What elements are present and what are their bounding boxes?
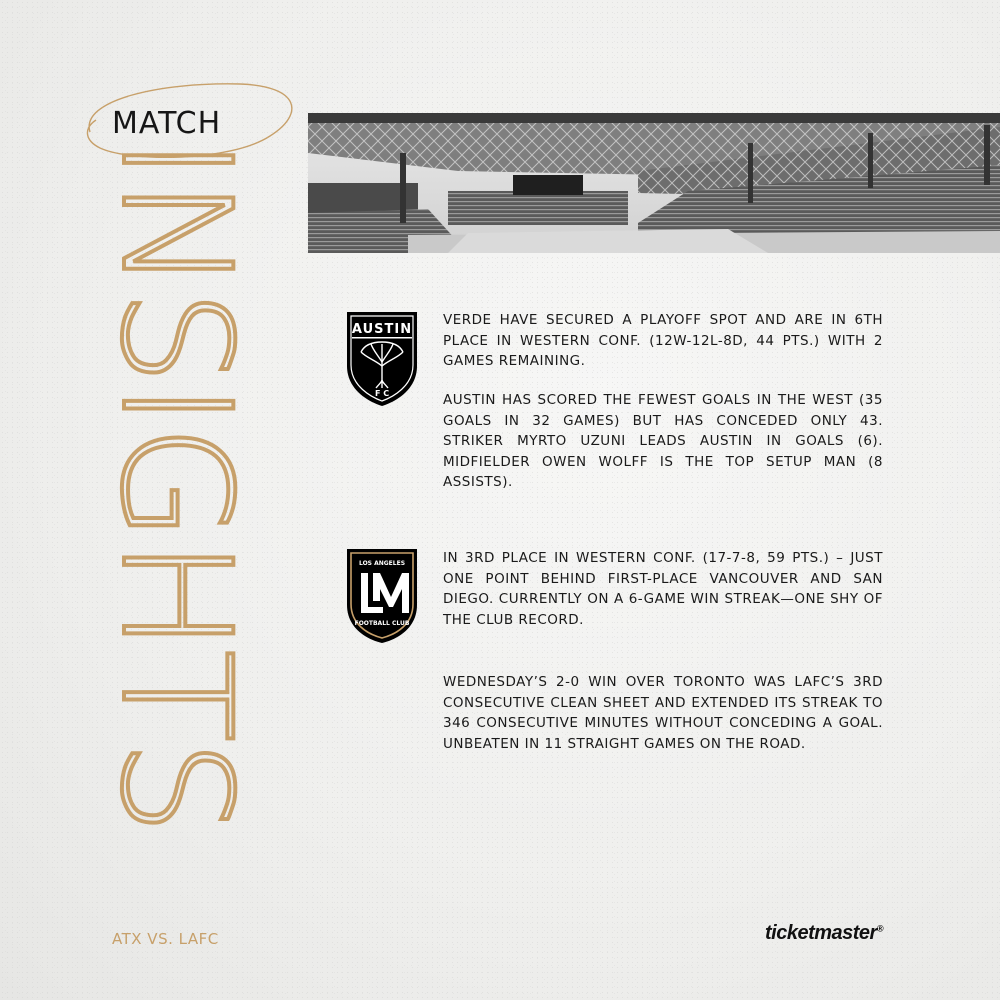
lafc-logo-top-text: LOS ANGELES — [358, 560, 406, 567]
lafc-insight-1: IN 3RD PLACE IN WESTERN CONF. (17-7-8, 59 PTS.) – JUST ONE POINT BEHIND FIRST-PLACE VANCOUVER AND SAN DIEGO. CURRENTLY ON A 6-GAME WIN STREAK—ONE SHY OF THE CLUB RECORD. — [443, 550, 883, 628]
stadium-photo — [308, 113, 1000, 253]
insights-vertical-title-box — [88, 137, 262, 833]
lafc-logo — [343, 545, 421, 645]
ticketmaster-wordmark: ticketmaster — [765, 922, 877, 944]
austin-fc-logo — [343, 308, 421, 408]
ticketmaster-logo — [765, 922, 883, 945]
austin-insight-2: AUSTIN HAS SCORED THE FEWEST GOALS IN THE WEST (35 GOALS IN 32 GAMES) BUT HAS CONCEDED ONLY 43. STRIKER MYRTO UZUNI LEADS AUSTIN IN GOALS (6). MIDFIELDER OWEN WOLFF IS THE TOP SETUP MAN (8 ASSISTS). — [443, 392, 883, 490]
austin-logo-wordmark: AUSTIN — [351, 322, 413, 337]
insights-title: INSIGHTS — [88, 137, 262, 833]
registered-mark: ® — [876, 923, 883, 934]
austin-insight-1: VERDE HAVE SECURED A PLAYOFF SPOT AND ARE IN 6TH PLACE IN WESTERN CONF. (12W-12L-8D, 44 PTS.) WITH 2 GAMES REMAINING. — [443, 312, 883, 369]
matchup-label: ATX VS. LAFC — [112, 930, 219, 948]
austin-logo-initials: F C — [374, 389, 390, 398]
lafc-insight-2: WEDNESDAY’S 2-0 WIN OVER TORONTO WAS LAFC’S 3RD CONSECUTIVE CLEAN SHEET AND EXTENDED ITS STREAK TO 346 CONSECUTIVE MINUTES WITHOUT CONCEDING A GOAL. UNBEATEN IN 11 STRAIGHT GAMES ON THE ROAD. — [443, 674, 883, 752]
lafc-logo-bottom-text: FOOTBALL CLUB — [354, 620, 410, 627]
match-title: MATCH — [112, 106, 222, 141]
